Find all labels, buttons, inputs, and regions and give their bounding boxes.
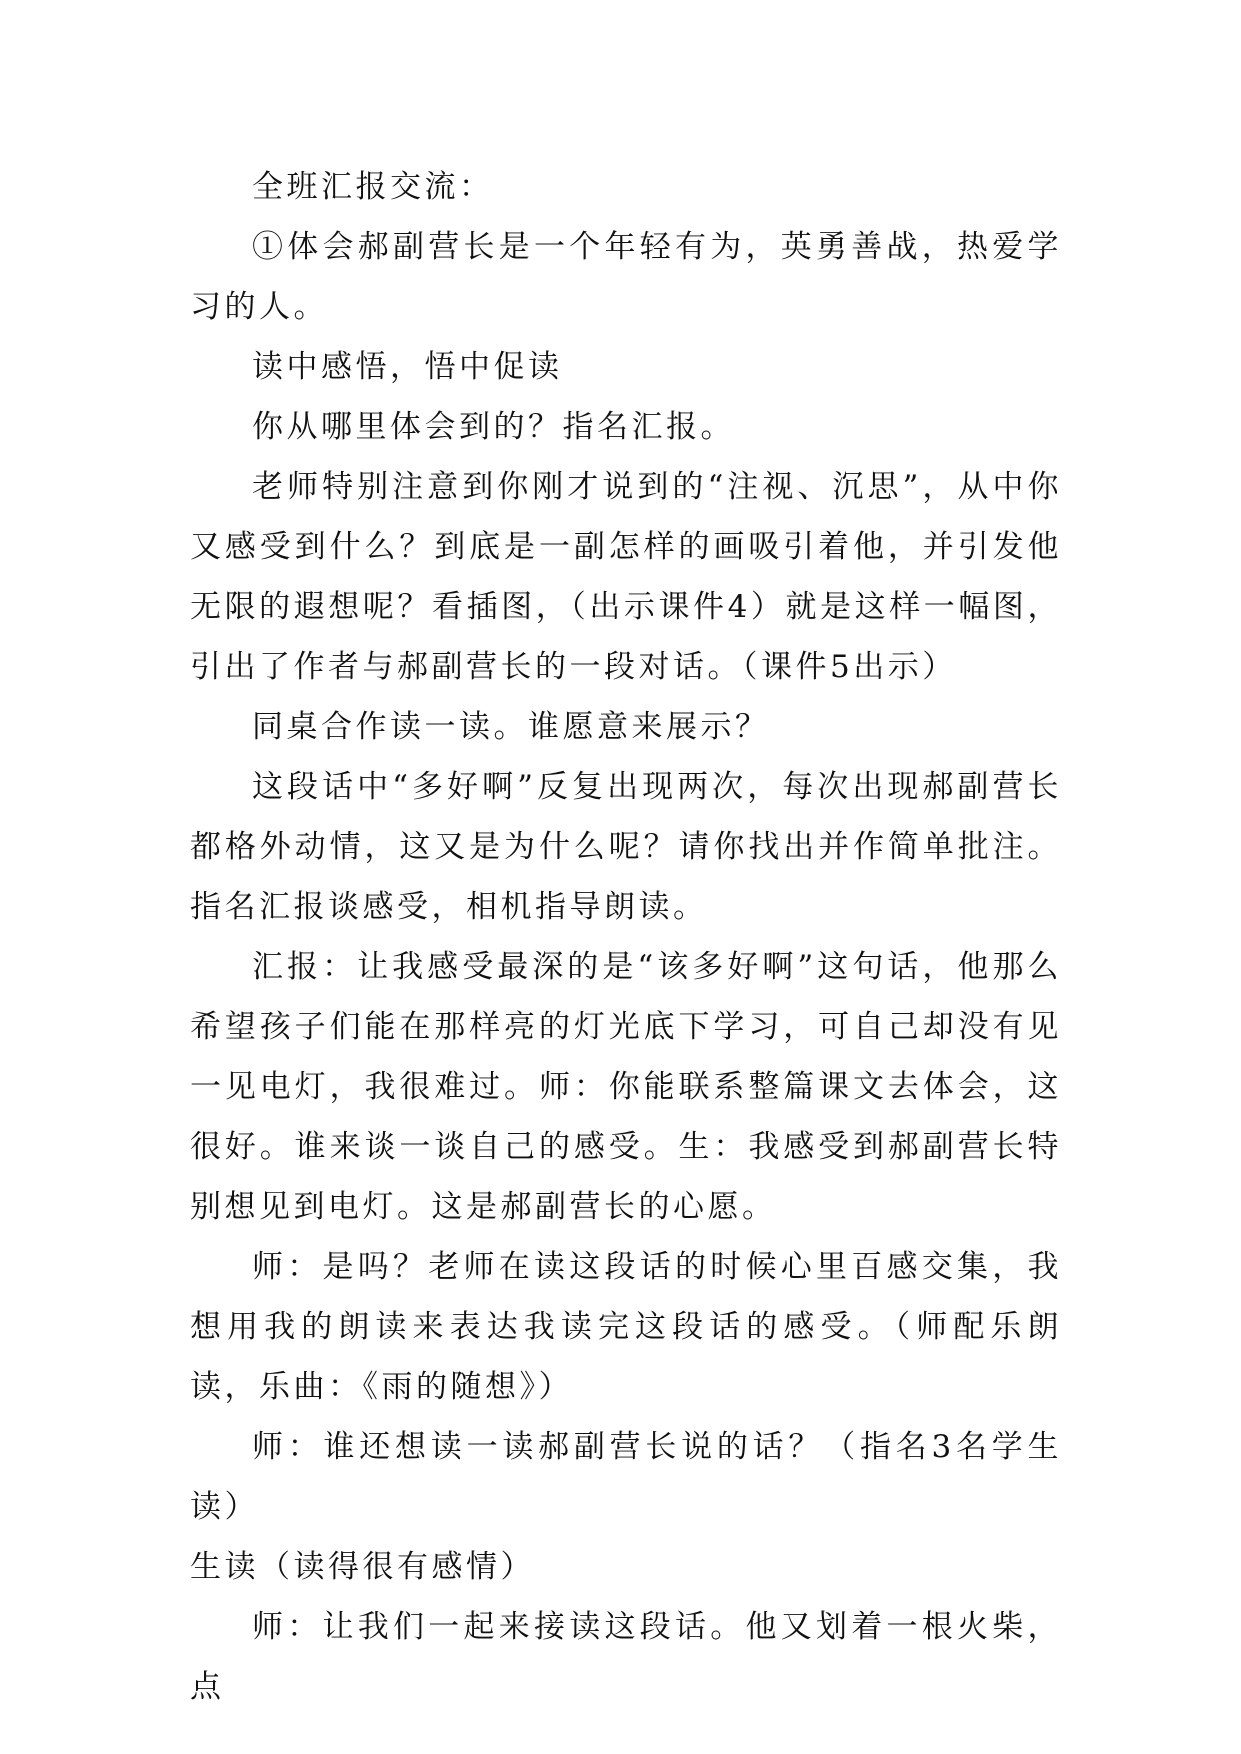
paragraph: 你从哪里体会到的？指名汇报。 — [252, 409, 735, 445]
paragraph: 师：是吗？老师在读这段话的时候心里百感交集，我想用我的朗读来表达我读完这段话的感受。（师配乐朗读，乐曲：《雨的随想》） — [190, 1249, 1062, 1405]
paragraph: ①体会郝副营长是一个年轻有为，英勇善战，热爱学习的人。 — [190, 229, 1062, 325]
paragraph: 读中感悟，悟中促读 — [252, 349, 563, 385]
document-body — [190, 157, 1062, 1717]
paragraph: 汇报：让我感受最深的是“该多好啊”这句话，他那么希望孩子们能在那样亮的灯光底下学习，可自己却没有见一见电灯，我很难过。师：你能联系整篇课文去体会，这很好。谁来谈一谈自己的感受。生：我感受到郝副营长特别想见到电灯。这是郝副营长的心愿。 — [190, 949, 1062, 1225]
paragraph: 全班汇报交流： — [252, 169, 494, 205]
paragraph: 师：让我们一起来接读这段话。他又划着一根火柴，点 — [190, 1609, 1062, 1705]
paragraph: 同桌合作读一读。谁愿意来展示？ — [252, 709, 770, 745]
paragraph: 这段话中“多好啊”反复出现两次，每次出现郝副营长都格外动情，这又是为什么呢？请你找出并作简单批注。指名汇报谈感受，相机指导朗读。 — [190, 769, 1062, 925]
paragraph: 师：谁还想读一读郝副营长说的话？（指名3名学生读） — [190, 1429, 1062, 1525]
paragraph: 老师特别注意到你刚才说到的“注视、沉思”，从中你又感受到什么？到底是一副怎样的画吸引着他，并引发他无限的遐想呢？看插图，（出示课件4）就是这样一幅图，引出了作者与郝副营长的一段对话。（课件5出示） — [190, 469, 1062, 685]
paragraph: 生读（读得很有感情） — [190, 1549, 535, 1585]
